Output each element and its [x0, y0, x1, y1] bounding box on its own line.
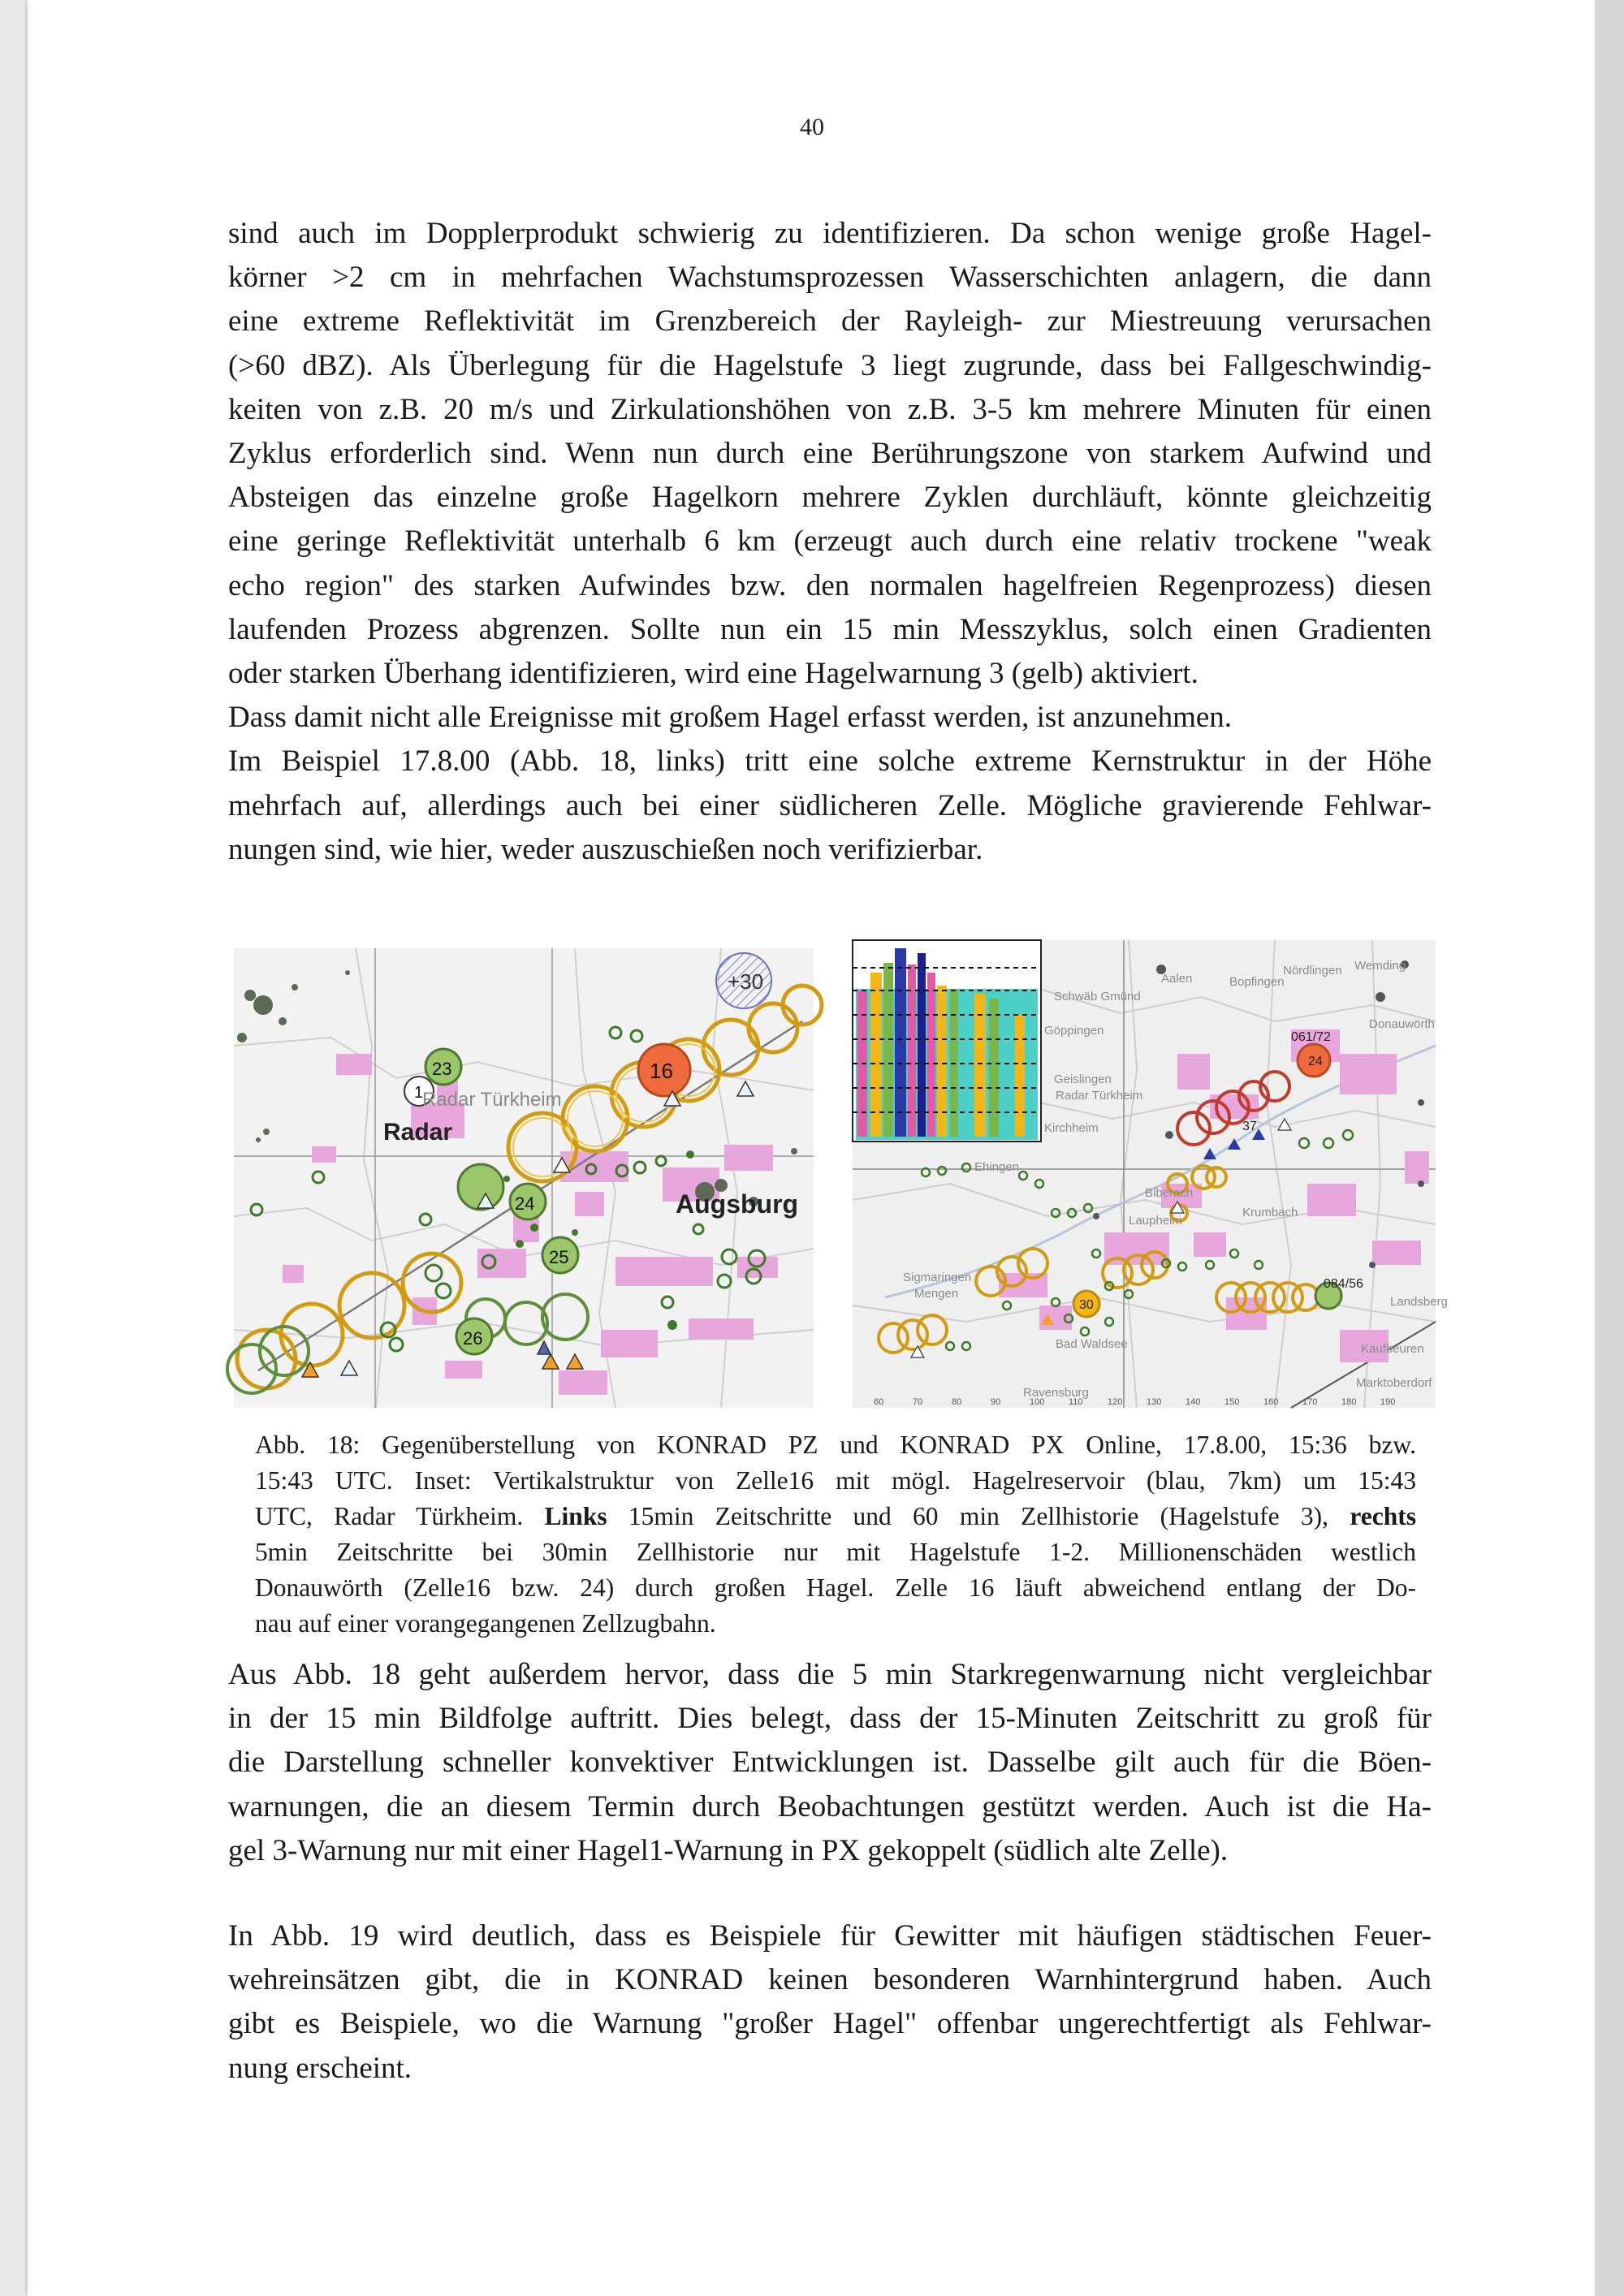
- label-krumbach: Krumbach: [1242, 1206, 1298, 1219]
- label-bad-waldsee: Bad Waldsee: [1056, 1337, 1128, 1351]
- label-goeppingen: Göppingen: [1044, 1024, 1104, 1038]
- caption-text: UTC, Radar Türkheim.: [255, 1502, 545, 1530]
- text-line: (>60 dBZ). Als Überlegung für die Hagelstufe 3 liegt zugrunde, dass bei Fallgeschwindig-: [228, 348, 1432, 382]
- label-marktoberdorf: Marktoberdorf: [1356, 1376, 1432, 1390]
- text-line: Aus Abb. 18 geht außerdem hervor, dass die 5 min Starkregenwarnung nicht vergleichbar: [228, 1658, 1432, 1691]
- caption-line: Abb. 18: Gegenüberstellung von KONRAD PZ und KONRAD PX Online, 17.8.00, 15:36 bzw.: [255, 1431, 1416, 1459]
- caption-line: 15:43 UTC. Inset: Vertikalstruktur von Zelle16 mit mögl. Hagelreservoir (blau, 7km) um 15:43: [255, 1466, 1416, 1495]
- label-radar-number: 1: [414, 1084, 424, 1102]
- caption-line: [255, 1499, 1416, 1534]
- text-line: gel 3-Warnung nur mit einer Hagel1-Warnung in PX gekoppelt (südlich alte Zelle).: [228, 1833, 1229, 1867]
- caption-line: Donauwörth (Zelle16 bzw. 24) durch großen Hagel. Zelle 16 läuft abweichend entlang der Do-: [255, 1573, 1416, 1602]
- text-line: nungen sind, wie hier, weder auszuschießen noch verifizierbar.: [228, 832, 983, 866]
- label-cell-061: 061/72: [1291, 1030, 1331, 1044]
- axis-tick-label: 180: [1341, 1397, 1357, 1407]
- caption-bold-links: Links: [544, 1502, 607, 1530]
- page-number: 40: [800, 114, 824, 140]
- axis-tick-label: 170: [1302, 1397, 1318, 1407]
- inset-vertical-structure: [853, 940, 1041, 1142]
- axis-tick-label: 140: [1186, 1397, 1201, 1407]
- label-radar: Radar: [383, 1119, 453, 1146]
- text-line: Zyklus erforderlich sind. Wenn nun durch eine Berührungszone von starkem Aufwind und: [228, 437, 1432, 471]
- caption-bold-rechts: rechts: [1350, 1502, 1417, 1530]
- text-line: die Darstellung schneller konvektiver Entwicklungen ist. Dasselbe gilt auch für die Böen-: [228, 1746, 1432, 1780]
- label-radar-site: Radar Türkheim: [422, 1089, 562, 1111]
- text-line: gibt es Beispiele, wo die Warnung "großer Hagel" offenbar ungerechtfertigt als Fehlwar-: [228, 2007, 1432, 2041]
- label-landsberg: Landsberg: [1390, 1295, 1448, 1309]
- axis-tick-label: 60: [874, 1397, 884, 1407]
- label-cell-24: 24: [515, 1193, 535, 1214]
- text-line: echo region" des starken Aufwindes bzw. den normalen hagelfreien Regenprozess) diesen: [228, 568, 1432, 602]
- figure-caption: [255, 1427, 1416, 1642]
- paragraph-5: [228, 1914, 1432, 2091]
- label-augsburg: Augsburg: [676, 1189, 799, 1219]
- label-kirchheim: Kirchheim: [1044, 1121, 1099, 1135]
- axis-tick-label: 70: [913, 1397, 923, 1407]
- axis-tick-label: 190: [1380, 1397, 1396, 1407]
- label-schwaeb-gmuend: Schwäb Gmünd: [1054, 990, 1141, 1003]
- axis-tick-label: 80: [952, 1397, 962, 1407]
- label-bopfingen: Bopfingen: [1229, 975, 1285, 989]
- text-line: sind auch im Dopplerprodukt schwierig zu identifizieren. Da schon wenige große Hagel-: [228, 217, 1432, 250]
- label-cell-30-right: 30: [1079, 1298, 1094, 1312]
- label-cell-16: 16: [650, 1059, 673, 1083]
- text-line: Absteigen das einzelne große Hagelkorn mehrere Zyklen durchläuft, könnte gleichzeitig: [228, 481, 1432, 515]
- text-line: oder starken Überhang identifizieren, wird eine Hagelwarnung 3 (gelb) aktiviert.: [228, 657, 1199, 691]
- label-cell-084: 084/56: [1324, 1277, 1363, 1291]
- axis-tick-label: 150: [1224, 1397, 1240, 1407]
- paragraph-2: Dass damit nicht alle Ereignisse mit großem Hagel erfasst werden, ist anzunehmen.: [228, 701, 1233, 735]
- label-geislingen: Geislingen: [1054, 1072, 1112, 1086]
- label-wemding: Wemding: [1354, 959, 1406, 973]
- label-cell-25: 25: [549, 1247, 569, 1267]
- axis-tick-label: 90: [991, 1397, 1001, 1407]
- paragraph-4: [228, 1653, 1432, 1873]
- label-sigmaringen: Sigmaringen: [903, 1271, 972, 1284]
- label-ravensburg: Ravensburg: [1023, 1386, 1089, 1400]
- paragraph-1: [228, 212, 1432, 872]
- axis-tick-label: 110: [1069, 1397, 1083, 1407]
- caption-text: 15min Zeitschritte und 60 min Zellhistorie (Hagelstufe 3),: [607, 1502, 1350, 1530]
- label-cell-plus30: +30: [728, 969, 764, 994]
- label-noerdlingen: Nördlingen: [1283, 964, 1342, 978]
- figure-konrad-pz-map: [234, 948, 814, 1408]
- text-line: körner >2 cm in mehrfachen Wachstumsprozessen Wasserschichten anlagern, die dann: [228, 261, 1432, 295]
- label-cell-24-right: 24: [1308, 1055, 1323, 1068]
- label-mengen: Mengen: [914, 1287, 959, 1301]
- text-line: in der 15 min Bildfolge auftritt. Dies belegt, dass der 15-Minuten Zeitschritt zu groß für: [228, 1702, 1432, 1736]
- label-cell-26: 26: [463, 1328, 483, 1349]
- axis-tick-label: 130: [1147, 1397, 1162, 1407]
- label-donauwoerth: Donauwörth: [1369, 1017, 1435, 1031]
- text-line: nung erscheint.: [228, 2051, 412, 2085]
- text-line: Im Beispiel 17.8.00 (Abb. 18, links) tritt eine solche extreme Kernstruktur in der Höhe: [228, 744, 1432, 779]
- caption-line: nau auf einer vorangegangenen Zellzugbahn.: [255, 1609, 716, 1638]
- text-line: warnungen, die an diesem Termin durch Beobachtungen gestützt werden. Auch ist die Ha-: [228, 1789, 1432, 1823]
- text-line: eine geringe Reflektivität unterhalb 6 km (erzeugt auch durch eine relativ trockene "weak: [228, 524, 1432, 559]
- label-kaufbeuren: Kaufbeuren: [1361, 1342, 1424, 1356]
- label-ehingen: Ehingen: [974, 1160, 1020, 1174]
- page-edge: [1595, 0, 1624, 2296]
- label-laupheim: Laupheim: [1129, 1214, 1182, 1228]
- text-line: mehrfach auf, allerdings auch bei einer südlicheren Zelle. Mögliche gravierende Fehlwar-: [228, 788, 1432, 822]
- label-aalen: Aalen: [1161, 972, 1193, 986]
- label-cell-23: 23: [432, 1059, 452, 1079]
- caption-line: 5min Zeitschritte bei 30min Zellhistorie nur mit Hagelstufe 1-2. Millionenschäden westlich: [255, 1538, 1416, 1566]
- text-line: keiten von z.B. 20 m/s und Zirkulationshöhen von z.B. 3-5 km mehrere Minuten für einen: [228, 392, 1432, 426]
- axis-tick-label: 100: [1030, 1397, 1045, 1407]
- label-biberach: Biberach: [1145, 1186, 1194, 1200]
- label-radar-tuerkheim: Radar Türkheim: [1056, 1089, 1143, 1103]
- axis-tick-label: 120: [1108, 1397, 1123, 1407]
- text-line: eine extreme Reflektivität im Grenzbereich der Rayleigh- zur Miestreuung verursachen: [228, 304, 1432, 339]
- text-line: wehreinsätzen gibt, die in KONRAD keinen besonderen Warnhintergrund haben. Auch: [228, 1963, 1432, 1997]
- text-line: laufenden Prozess abgrenzen. Sollte nun ein 15 min Messzyklus, solch einen Gradienten: [228, 612, 1432, 646]
- axis-tick-label: 160: [1263, 1397, 1279, 1407]
- text-line: In Abb. 19 wird deutlich, dass es Beispiele für Gewitter mit häufigen städtischen Feuer-: [228, 1919, 1432, 1953]
- figure-konrad-px-map: [853, 940, 1448, 1408]
- label-cell-37: 37: [1242, 1120, 1257, 1133]
